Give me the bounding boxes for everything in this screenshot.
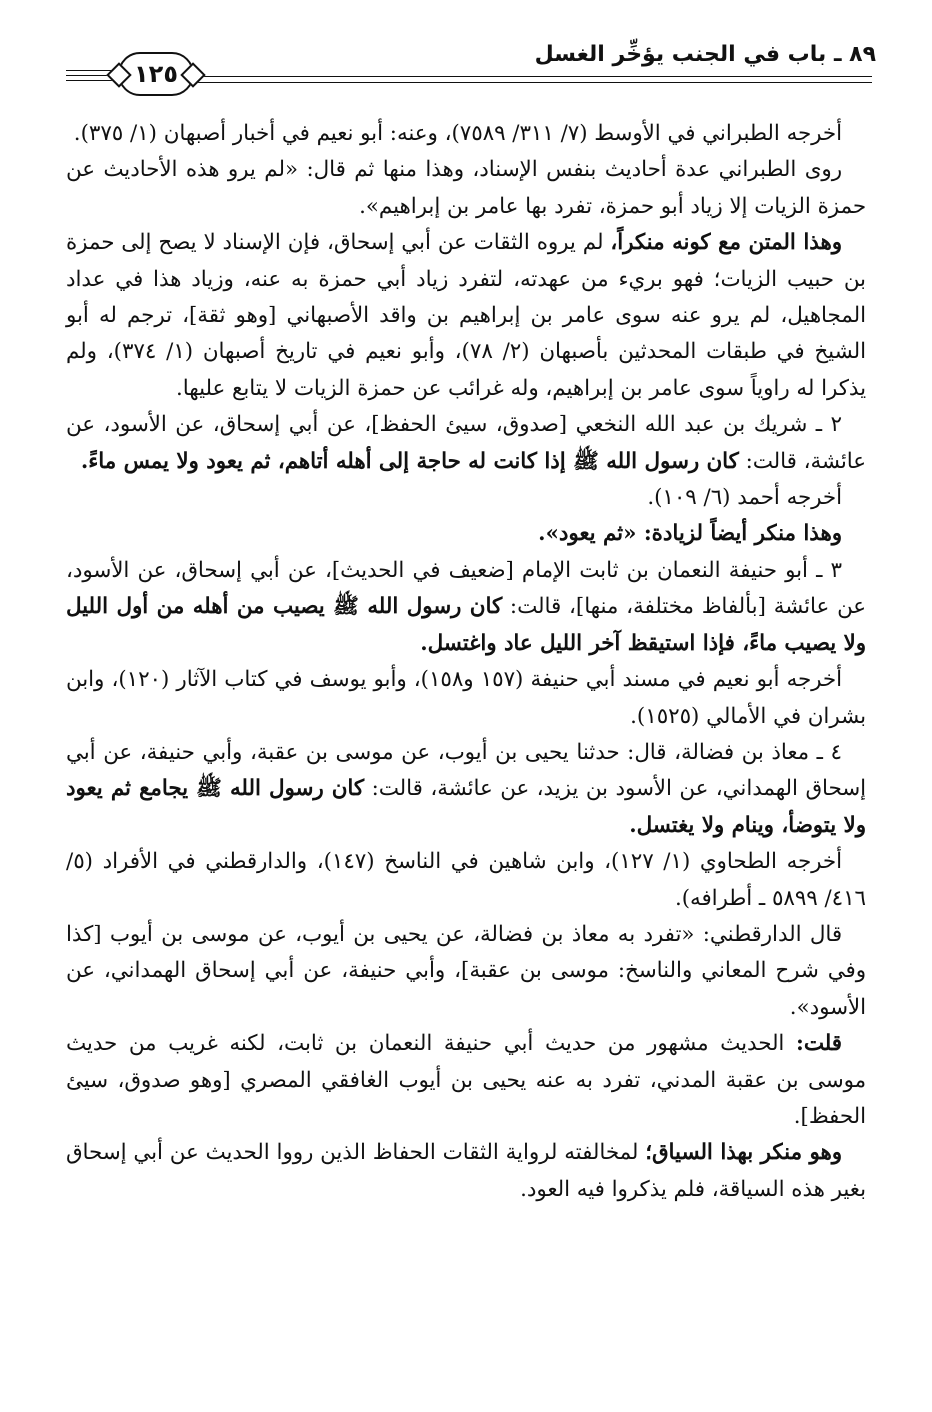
paragraph-3 [66,225,866,407]
page-number-badge [118,52,194,96]
paragraph-5-text: أخرجه أحمد (٦/ ١٠٩). [647,485,842,511]
paragraph-12 [66,1026,866,1135]
paragraph-3-text: لم يروه الثقات عن أبي إسحاق، فإن الإسناد لا يصح إلى حمزة بن حبيب الزيات؛ فهو بريء من عهدته، لتفرد زياد أبي حمزة به عنه، وزياد هذا في عداد المجاهيل، لم يرو عنه سوى عامر بن إبراهيم بن واقد الأصبهاني [وهو ثقة]، ترجم له أبو الشيخ في طبقات المحدثين بأصبهان (٢/ ٧٨)، وأبو نعيم في تاريخ أصبهان (١/ ٣٧٤)، ولم يذكرا له راوياً سوى عامر بن إبراهيم، وله غرائب عن حمزة الزيات لا يتابع عليها. [66,230,866,401]
paragraph-3-bold: وهذا المتن مع كونه منكراً، [610,230,842,256]
page-header [0,0,932,110]
paragraph-1 [66,116,866,152]
paragraph-4-text: ٢ ـ شريك بن عبد الله النخعي [صدوق، سيئ الحفظ]، عن أبي إسحاق، عن الأسود، عن عائشة، قالت: [66,412,866,474]
paragraph-8-text: أخرجه أبو نعيم في مسند أبي حنيفة (١٥٧ و١٥٨)، وأبو يوسف في كتاب الآثار (١٢٠)، وابن بشران في الأمالي (١٥٢٥). [66,667,866,729]
paragraph-2 [66,152,866,225]
page-number: ١٢٥ [134,60,178,88]
paragraph-11-text: قال الدارقطني: «تفرد به معاذ بن فضالة، عن يحيى بن أيوب، عن موسى بن أيوب [كذا وفي شرح المعاني والناسخ: موسى بن عقبة]، وأبي حنيفة، عن أبي إسحاق الهمداني، عن الأسود». [66,921,866,1020]
header-rule-upper [195,76,872,77]
paragraph-12-text: الحديث مشهور من حديث أبي حنيفة النعمان بن ثابت، لكنه غريب من حديث موسى بن عقبة المدني، تفرد به عنه يحيى بن أيوب الغافقي المصري [وهو صدوق، سيئ الحفظ]. [66,1031,866,1129]
paragraph-7-text: ٣ ـ أبو حنيفة النعمان بن ثابت الإمام [ضعيف في الحديث]، عن أبي إسحاق، عن الأسود، عن عائشة [بألفاظ مختلفة، منها]، قالت: [66,557,867,620]
paragraph-8 [66,662,866,735]
paragraph-2-text: روى الطبراني عدة أحاديث بنفس الإسناد، وهذا منها ثم قال: «لم يرو هذه الأحاديث عن حمزة الزيات إلا زياد أبو حمزة، تفرد بها عامر بن إبراهيم». [66,157,866,219]
paragraph-13-text: لمخالفته لرواية الثقات الحفاظ الذين رووا الحديث عن أبي إسحاق بغير هذه السياقة، فلم يذكروا فيه العود. [66,1140,866,1202]
paragraph-12-bold: قلت: [795,1031,842,1057]
paragraph-7-hadith: كان رسول الله ﷺ يصيب من أهله من أول الليل ولا يصيب ماءً، فإذا استيقظ آخر الليل عاد واغتسل. [66,594,866,656]
paragraph-13-bold: وهو منكر بهذا السياق؛ [645,1140,842,1166]
paragraph-5 [66,480,866,516]
page-body [66,116,866,1208]
paragraph-7 [66,553,866,662]
paragraph-6-bold: وهذا منكر أيضاً لزيادة: «ثم يعود». [538,521,842,547]
paragraph-9 [66,735,866,844]
paragraph-9-hadith: كان رسول الله ﷺ يجامع ثم يعود ولا يتوضأ، وينام ولا يغتسل. [66,776,866,838]
paragraph-6 [66,516,866,552]
paragraph-11 [66,917,866,1026]
paragraph-9-text: ٤ ـ معاذ بن فضالة، قال: حدثنا يحيى بن أيوب، عن موسى بن عقبة، وأبي حنيفة، عن أبي إسحاق الهمداني، عن الأسود بن يزيد، عن عائشة، قالت: [66,739,866,802]
header-rule-lower [195,82,872,83]
paragraph-4 [66,407,866,480]
paragraph-13 [66,1135,866,1208]
paragraph-10-text: أخرجه الطحاوي (١/ ١٢٧)، وابن شاهين في الناسخ (١٤٧)، والدارقطني في الأفراد (٥/ ٤١٦/ ٥٨٩٩ ـ أطرافه). [66,849,866,911]
paragraph-4-hadith: كان رسول الله ﷺ إذا كانت له حاجة إلى أهله أتاهم، ثم يعود ولا يمس ماءً. [80,448,739,474]
chapter-title: ٨٩ ـ باب في الجنب يؤخِّر الغسل [534,42,876,67]
paragraph-10 [66,844,866,917]
paragraph-1-text: أخرجه الطبراني في الأوسط (٧/ ٣١١/ ٧٥٨٩)، وعنه: أبو نعيم في أخبار أصبهان (١/ ٣٧٥). [73,121,842,146]
